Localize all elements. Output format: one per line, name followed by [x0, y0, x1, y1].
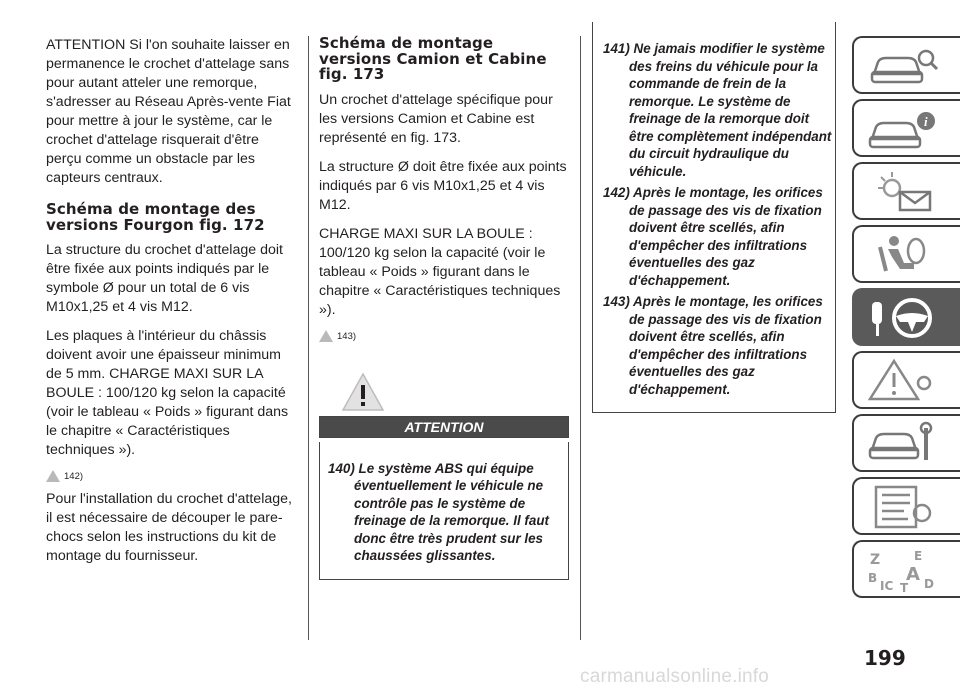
tab-car-tools[interactable]	[852, 414, 960, 472]
airbag-seat-icon	[864, 231, 944, 279]
svg-text:Z: Z	[870, 552, 881, 568]
warning-lights-icon	[864, 168, 944, 216]
specifications-list-icon	[864, 483, 944, 531]
warning-reference-number: 143)	[337, 330, 357, 342]
tab-car-info[interactable]	[852, 99, 960, 157]
body-paragraph: Pour l'installation du crochet d'attelage, il est nécessaire de découper le pare-chocs selon les instructions du kit de montage du fournisseur.	[46, 491, 292, 564]
steering-wheel-key-icon	[864, 294, 944, 342]
tab-alphabet-index[interactable]	[852, 540, 960, 598]
warning-triangle-icon	[46, 470, 60, 482]
note-142: 142) Après le montage, les orifices de passage des vis de fixation doivent être scellés, afin d'empêcher des infiltrations éventuelles des gaz d'échappement.	[603, 185, 823, 288]
svg-text:IC: IC	[880, 579, 894, 593]
attention-paragraph: ATTENTION Si l'on souhaite laisser en permanence le crochet d'attelage sans pour autant atteler une remorque, s'adresser au Réseau Après-vente Fiat pour mettre à jour le système, car le crochet d'attelage risquerait d'être perçu comme un obstacle par les capteurs centraux.	[46, 37, 291, 186]
body-paragraph: Les plaques à l'intérieur du châssis doivent avoir une épaisseur minimum de 5 mm. CHARGE MAXI SUR LA BOULE : 100/120 kg selon la capacité (voir le tableau « Poids » figurant dans le chapitre « Caractéristiques techniques »).	[46, 328, 289, 458]
svg-text:B: B	[868, 571, 878, 585]
body-paragraph: CHARGE MAXI SUR LA BOULE : 100/120 kg selon la capacité (voir le tableau « Poids » figurant dans le chapitre « Caractéristiques techniques »).	[319, 225, 561, 318]
alphabet-index-icon	[864, 546, 944, 594]
svg-text:A: A	[906, 564, 920, 585]
warning-triangle-icon	[319, 330, 333, 342]
large-warning-icon	[341, 372, 385, 412]
tab-warning-triangle[interactable]	[852, 351, 960, 409]
column-divider	[580, 36, 581, 640]
attention-banner: ATTENTION	[319, 416, 569, 438]
car-info-icon	[864, 105, 944, 153]
section-heading-fourgon: Schéma de montage des versions Fourgon fig. 172	[46, 200, 265, 234]
note-143: 143) Après le montage, les orifices de passage des vis de fixation doivent être scellés, afin d'empêcher des infiltrations éventuelles des gaz d'échappement.	[603, 294, 823, 397]
svg-text:E: E	[914, 549, 923, 563]
warning-reference-number: 142)	[64, 471, 84, 482]
column-right	[592, 36, 836, 413]
car-search-icon	[864, 42, 944, 90]
warning-triangle-icon	[864, 357, 944, 405]
body-paragraph: La structure Ø doit être fixée aux points indiqués par 6 vis M10x1,25 et 4 vis M12.	[319, 158, 567, 213]
column-divider	[308, 36, 309, 640]
svg-text:i: i	[924, 114, 928, 129]
section-heading-camion: Schéma de montage versions Camion et Cabine fig. 173	[319, 34, 547, 83]
tab-steering-wheel-key[interactable]	[852, 288, 960, 346]
body-paragraph: Un crochet d'attelage spécifique pour les versions Camion et Cabine est représenté en fig. 173.	[319, 91, 553, 146]
notes-box	[592, 22, 836, 413]
tab-specifications[interactable]	[852, 477, 960, 535]
tab-airbag-seat[interactable]	[852, 225, 960, 283]
tab-warning-lights[interactable]	[852, 162, 960, 220]
warning-reference	[319, 330, 569, 342]
car-tools-icon	[864, 420, 944, 468]
svg-text:D: D	[924, 577, 934, 591]
watermark: carmanualsonline.info	[580, 666, 770, 687]
attention-box	[319, 442, 569, 580]
note-141: 141) Ne jamais modifier le système des freins du véhicule pour la commande de frein de la remorque. Le système de freinage de la remorque doit être complètement indépendant du circuit hydraulique du véhicule.	[603, 41, 832, 179]
note-140: 140) Le système ABS qui équipe éventuellement le véhicule ne contrôle pas le système de freinage de la remorque. Il faut donc être très prudent sur les chaussées glissantes.	[328, 460, 549, 563]
tab-car-search[interactable]	[852, 36, 960, 94]
column-middle	[319, 36, 569, 580]
svg-text:T: T	[900, 581, 909, 594]
warning-reference	[46, 470, 298, 482]
chapter-tabs	[852, 36, 960, 603]
body-paragraph: La structure du crochet d'attelage doit être fixée aux points indiqués par le symbole Ø pour un total de 6 vis M10x1,25 et 4 vis M12.	[46, 242, 283, 315]
page-number: 199	[864, 646, 906, 670]
column-left	[46, 36, 298, 576]
